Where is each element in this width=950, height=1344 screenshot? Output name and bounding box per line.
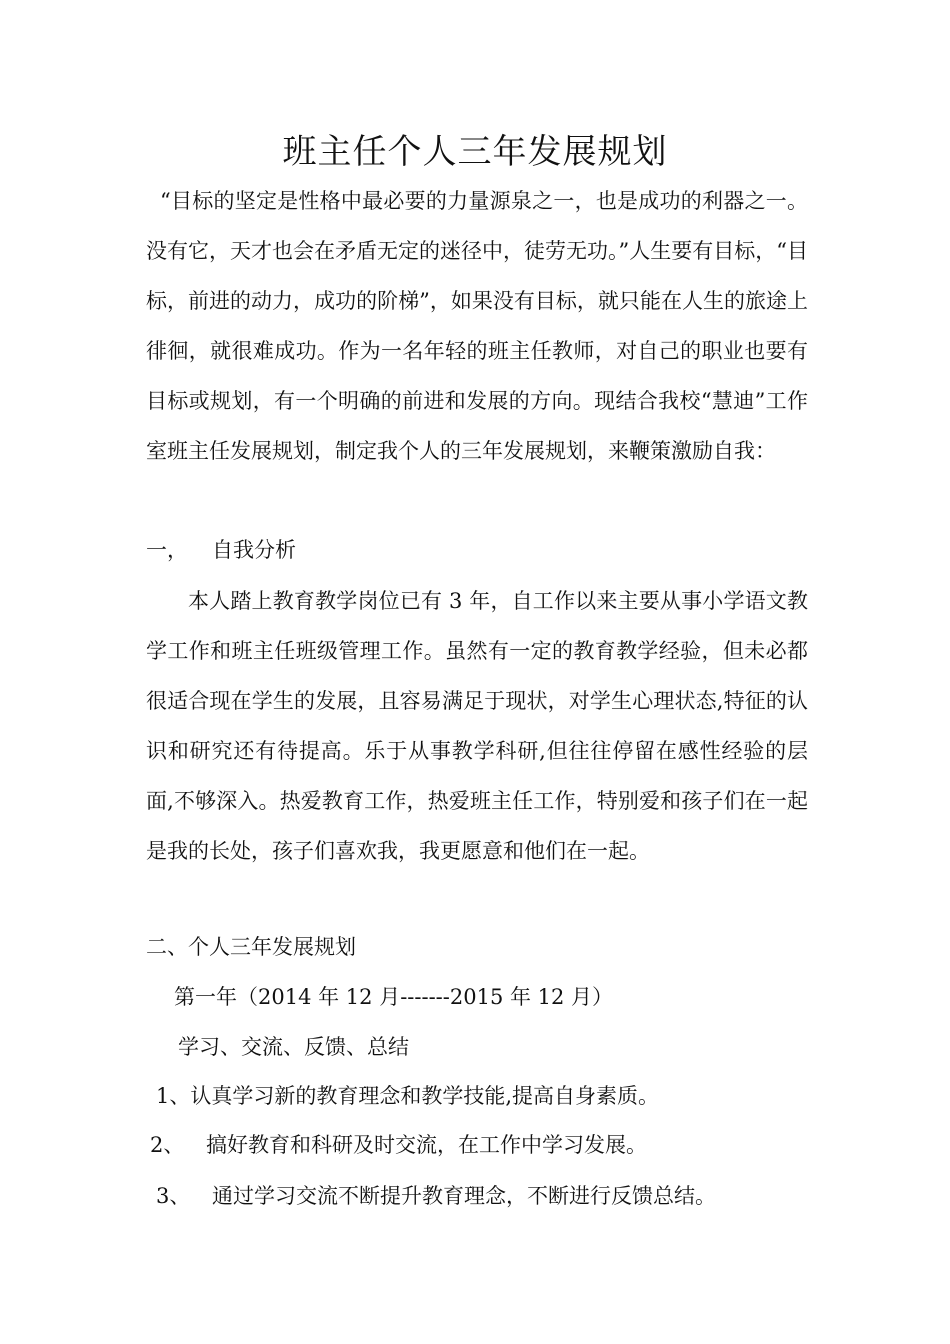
list-item-number: 1、 <box>156 1084 191 1108</box>
list-item <box>156 1081 659 1111</box>
section-number: 一， <box>146 538 188 562</box>
list-item-number: 2、 <box>150 1133 185 1157</box>
intro-paragraph: “目标的坚定是性格中最必要的力量源泉之一，也是成功的利器之一。没有它，天才也会在矛盾无定的迷径中，徒劳无功。”人生要有目标，“目标，前进的动力，成功的阶梯”，如果没有目标，就只能在人生的旅途上徘徊，就很难成功。作为一名年轻的班主任教师，对自己的职业也要有目标或规划，有一个明确的前进和发展的方向。现结合我校“慧迪”工作室班主任发展规划，制定我个人的三年发展规划，来鞭策激励自我： <box>146 189 808 463</box>
section-heading-text: 自我分析 <box>212 538 296 562</box>
self-analysis-paragraph: 本人踏上教育教学岗位已有 3 年，自工作以来主要从事小学语文教学工作和班主任班级管理工作。虽然有一定的教育教学经验，但未必都很适合现在学生的发展，且容易满足于现状，对学生心理状态,特征的认识和研究还有待提高。乐于从事教学科研,但往往停留在感性经验的层面,不够深入。热爱教育工作，热爱班主任工作，特别爱和孩子们在一起是我的长处，孩子们喜欢我，我更愿意和他们在一起。 <box>146 589 808 863</box>
list-item <box>156 1181 716 1211</box>
section-heading-plan: 二、个人三年发展规划 <box>146 935 356 959</box>
year-one-heading: 第一年（2014 年 12 月-------2015 年 12 月） <box>174 985 614 1009</box>
list-item <box>150 1130 647 1160</box>
list-item-number: 3、 <box>156 1184 191 1208</box>
year-one-focus: 学习、交流、反馈、总结 <box>178 1035 409 1059</box>
list-item-text: 搞好教育和科研及时交流，在工作中学习发展。 <box>206 1133 647 1157</box>
list-item-text: 认真学习新的教育理念和教学技能,提高自身素质。 <box>190 1084 660 1108</box>
list-item-text: 通过学习交流不断提升教育理念，不断进行反馈总结。 <box>212 1184 716 1208</box>
document-title: 班主任个人三年发展规划 <box>282 132 668 172</box>
section-heading-self-analysis <box>146 535 296 565</box>
